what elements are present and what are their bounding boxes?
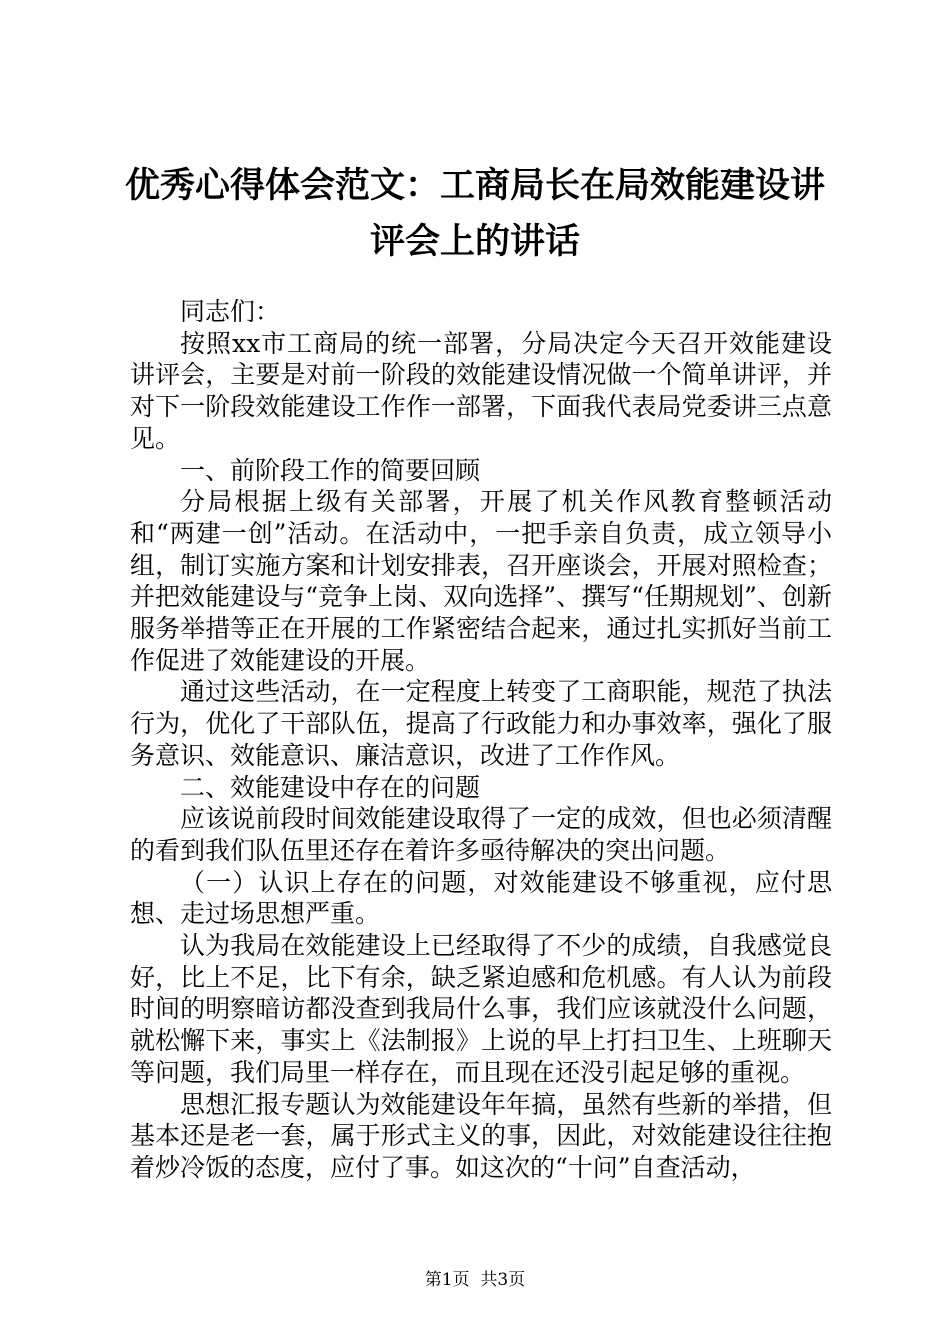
document-title	[120, 158, 830, 270]
page-footer	[0, 1268, 950, 1292]
section-heading: 二、效能建设中存在的问题	[180, 772, 481, 802]
page-number: 第1页	[424, 1270, 470, 1290]
document-body	[130, 296, 832, 1184]
title-line-2: 评会上的讲话	[369, 221, 580, 262]
subsection-heading: （一）认识上存在的问题，对效能建设不够重视，应付思想、走过场思想严重。	[130, 867, 832, 929]
body-paragraph: 认为我局在效能建设上已经取得了不少的成绩，自我感觉良好，比上不足，比下有余，缺乏紧迫感和危机感。有人认为前段时间的明察暗访都没查到我局什么事，我们应该就没什么问题，就松懈下来，事实上《法制报》上说的早上打扫卫生、上班聊天等问题，我们局里一样存在，而且现在还没引起足够的重视。	[130, 931, 832, 1087]
body-paragraph: 思想汇报专题认为效能建设年年搞，虽然有些新的举措，但基本还是老一套，属于形式主义的事，因此，对效能建设往往抱着炒冷饭的态度，应付了事。如这次的“十问”自查活动，	[130, 1089, 832, 1182]
body-paragraph: 应该说前段时间效能建设取得了一定的成效，但也必须清醒的看到我们队伍里还存在着许多亟待解决的突出问题。	[130, 804, 832, 865]
body-paragraph: 分局根据上级有关部署，开展了机关作风教育整顿活动和“两建一创”活动。在活动中，一把手亲自负责，成立领导小组，制订实施方案和计划安排表，召开座谈会，开展对照检查；并把效能建设与“竞争上岗、双向选择”、撰写“任期规划”、创新服务举措等正在开展的工作紧密结合起来，通过扎实抓好当前工作促进了效能建设的开展。	[130, 487, 832, 675]
section-heading: 一、前阶段工作的简要回顾	[180, 455, 481, 485]
title-line-1: 优秀心得体会范文：工商局长在局效能建设讲	[124, 165, 825, 206]
body-paragraph: 按照xx市工商局的统一部署，分局决定今天召开效能建设讲评会，主要是对前一阶段的效能建设情况做一个简单讲评，并对下一阶段效能建设工作作一部署，下面我代表局党委讲三点意见。	[130, 328, 832, 453]
body-paragraph: 通过这些活动，在一定程度上转变了工商职能，规范了执法行为，优化了干部队伍，提高了行政能力和办事效率，强化了服务意识、效能意识、廉洁意识，改进了工作作风。	[130, 677, 832, 770]
page-total: 共3页	[480, 1270, 526, 1290]
salutation: 同志们：	[180, 297, 281, 326]
